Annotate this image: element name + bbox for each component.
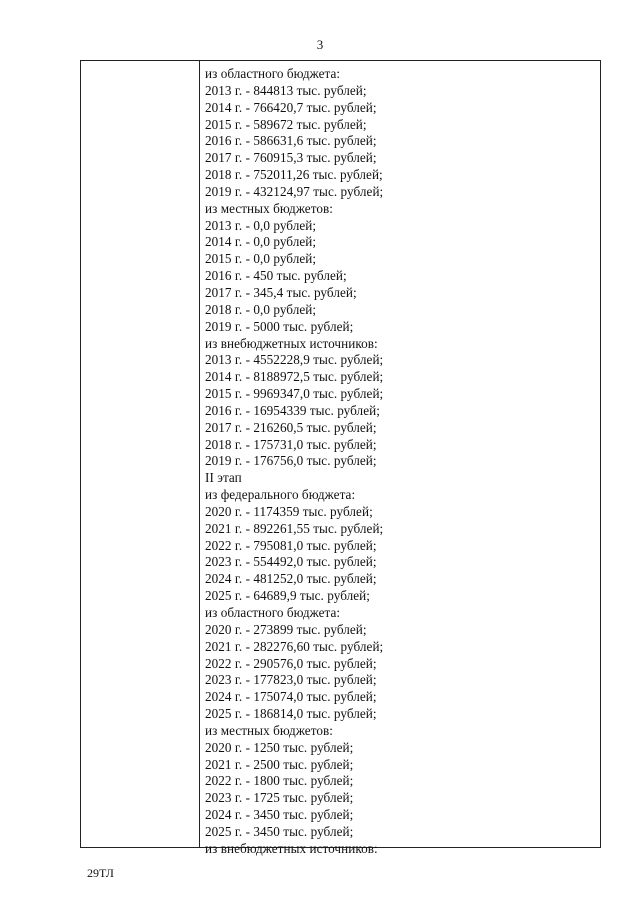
funding-line: 2015 г. - 9969347,0 тыс. рублей;: [205, 386, 384, 402]
section-heading-regional-budget: из областного бюджета:: [205, 66, 341, 81]
table-left-cell: [81, 61, 199, 847]
document-code: 29ТЛ: [87, 866, 114, 880]
funding-line: 2017 г. - 345,4 тыс. рублей;: [205, 284, 357, 300]
funding-line: 2014 г. - 0,0 рублей;: [205, 234, 317, 250]
funding-line: 2017 г. - 760915,3 тыс. рублей;: [205, 150, 377, 166]
section-heading-federal-budget: из федерального бюджета:: [205, 487, 356, 503]
funding-line: 2016 г. - 450 тыс. рублей;: [205, 268, 347, 284]
funding-line: 2024 г. - 3450 тыс. рублей;: [205, 807, 354, 823]
funding-line: 2015 г. - 0,0 рублей;: [205, 251, 317, 267]
funding-line: 2021 г. - 282276,60 тыс. рублей;: [205, 638, 384, 654]
page-number: 3: [316, 37, 324, 52]
table-right-cell: [205, 66, 596, 858]
funding-line: 2019 г. - 5000 тыс. рублей;: [205, 318, 354, 334]
funding-line: 2017 г. - 216260,5 тыс. рублей;: [205, 419, 377, 435]
funding-line: 2014 г. - 766420,7 тыс. рублей;: [205, 99, 377, 115]
funding-line: 2021 г. - 2500 тыс. рублей;: [205, 756, 354, 772]
section-heading-extrabudgetary: из внебюджетных источников:: [205, 335, 378, 351]
funding-line: 2016 г. - 16954339 тыс. рублей;: [205, 402, 380, 418]
funding-line: 2025 г. - 3450 тыс. рублей;: [205, 823, 354, 839]
funding-line: 2020 г. - 1250 тыс. рублей;: [205, 739, 354, 755]
funding-line: 2018 г. - 0,0 рублей;: [205, 301, 317, 317]
funding-line: 2019 г. - 432124,97 тыс. рублей;: [205, 183, 384, 199]
funding-line: 2020 г. - 1174359 тыс. рублей;: [205, 503, 373, 519]
funding-line: 2023 г. - 554492,0 тыс. рублей;: [205, 554, 377, 570]
funding-line: 2025 г. - 186814,0 тыс. рублей;: [205, 706, 377, 722]
funding-line: 2015 г. - 589672 тыс. рублей;: [205, 116, 367, 132]
column-divider: [199, 61, 200, 847]
funding-line: 2025 г. - 64689,9 тыс. рублей;: [205, 588, 370, 604]
funding-line: 2022 г. - 795081,0 тыс. рублей;: [205, 537, 377, 553]
funding-line: 2023 г. - 1725 тыс. рублей;: [205, 790, 354, 806]
funding-line: 2023 г. - 177823,0 тыс. рублей;: [205, 672, 377, 688]
funding-line: 2022 г. - 1800 тыс. рублей;: [205, 773, 354, 789]
funding-line: 2013 г. - 0,0 рублей;: [205, 217, 317, 233]
funding-table: [80, 60, 601, 856]
funding-line: 2018 г. - 752011,26 тыс. рублей;: [205, 167, 383, 183]
section-heading-local-budgets: из местных бюджетов:: [205, 200, 333, 216]
funding-line: 2018 г. - 175731,0 тыс. рублей;: [205, 436, 377, 452]
funding-line: 2024 г. - 481252,0 тыс. рублей;: [205, 571, 377, 587]
funding-line: 2013 г. - 844813 тыс. рублей;: [205, 82, 367, 98]
funding-line: 2022 г. - 290576,0 тыс. рублей;: [205, 655, 377, 671]
funding-line: 2019 г. - 176756,0 тыс. рублей;: [205, 453, 377, 469]
section-heading-extrabudgetary: из внебюджетных источников:: [205, 840, 378, 856]
funding-line: 2020 г. - 273899 тыс. рублей;: [205, 621, 367, 637]
funding-line: 2016 г. - 586631,6 тыс. рублей;: [205, 133, 377, 149]
funding-line: 2024 г. - 175074,0 тыс. рублей;: [205, 689, 377, 705]
funding-line: 2014 г. - 8188972,5 тыс. рублей;: [205, 369, 384, 385]
section-heading-regional-budget: из областного бюджета:: [205, 605, 341, 620]
stage-heading: II этап: [205, 470, 242, 486]
section-heading-local-budgets: из местных бюджетов:: [205, 722, 333, 738]
funding-line: 2013 г. - 4552228,9 тыс. рублей;: [205, 352, 384, 368]
funding-line: 2021 г. - 892261,55 тыс. рублей;: [205, 520, 384, 536]
